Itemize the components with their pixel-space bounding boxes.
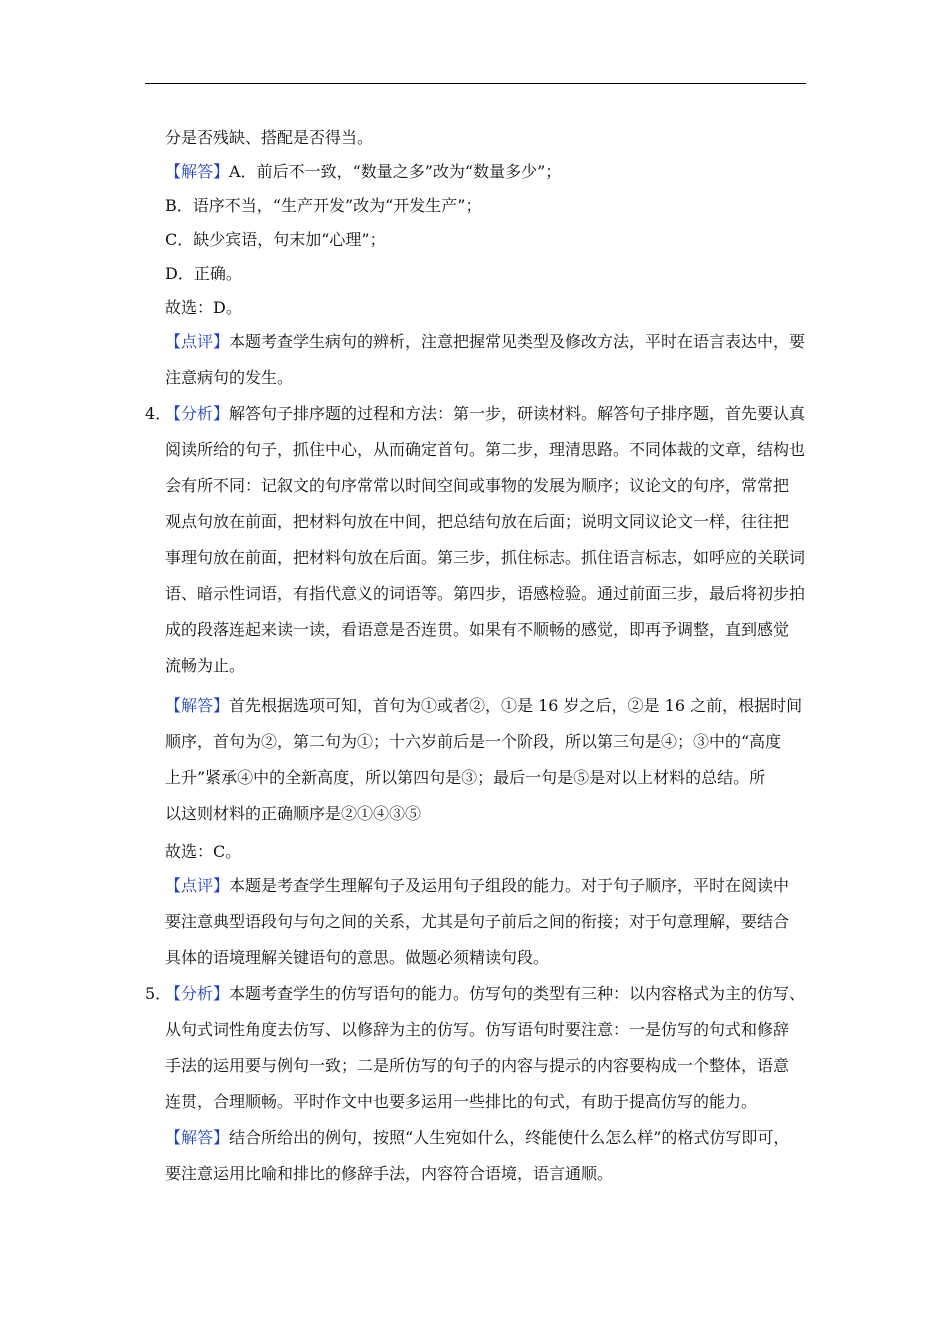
analysis-tag: 【分析】 — [165, 404, 230, 423]
text-line: 语、暗示性词语，有指代意义的词语等。第四步，语感检验。通过前面三步，最后将初步拍 — [165, 584, 806, 603]
comment-tag: 【点评】 — [165, 876, 230, 895]
answer-tag: 【解答】 — [165, 1128, 230, 1147]
question-number: 5． — [145, 984, 172, 1003]
answer-tag: 【解答】 — [165, 162, 230, 181]
text-line: 分是否残缺、搭配是否得当。 — [165, 128, 374, 147]
text-line: 【点评】本题是考查学生理解句子及运用句子组段的能力。对于句子顺序，平时在阅读中 — [165, 876, 790, 895]
text-line: 会有所不同：记叙文的句序常常以时间空间或事物的发展为顺序；议论文的句序，常常把 — [165, 476, 790, 495]
answer-tag: 【解答】 — [165, 696, 230, 715]
text-line: 连贯，合理顺畅。平时作文中也要多运用一些排比的句式，有助于提高仿写的能力。 — [165, 1092, 758, 1111]
text-line: 【解答】首先根据选项可知，首句为①或者②，①是 16 岁之后，②是 16 之前，根据时间 — [165, 696, 803, 715]
text-line: 【点评】本题考查学生病句的辨析，注意把握常见类型及修改方法，平时在语言表达中，要 — [165, 332, 806, 351]
text-line: 顺序，首句为②，第二句为①；十六岁前后是一个阶段，所以第三句是④；③中的“高度 — [165, 732, 782, 751]
text-line: 【分析】本题考查学生的仿写语句的能力。仿写句的类型有三种：以内容格式为主的仿写、 — [165, 984, 806, 1003]
text-line: 要注意运用比喻和排比的修辞手法，内容符合语境，语言通顺。 — [165, 1164, 614, 1183]
text-line: 流畅为止。 — [165, 656, 246, 675]
text-line: 手法的运用要与例句一致；二是所仿写的句子的内容与提示的内容要构成一个整体，语意 — [165, 1056, 790, 1075]
text-line: 上升”紧承④中的全新高度，所以第四句是③；最后一句是⑤是对以上材料的总结。所 — [165, 768, 766, 787]
text-line: 事理句放在前面，把材料句放在后面。第三步，抓住标志。抓住语言标志，如呼应的关联词 — [165, 548, 806, 567]
text-line: 以这则材料的正确顺序是②①④③⑤ — [165, 804, 422, 823]
text-line: 具体的语境理解关键语句的意思。做题必须精读句段。 — [165, 948, 550, 967]
analysis-tag: 【分析】 — [165, 984, 230, 1003]
text-line: 故选：C。 — [165, 842, 242, 861]
text-line: 阅读所给的句子，抓住中心，从而确定首句。第二步，理清思路。不同体裁的文章，结构也 — [165, 440, 806, 459]
header-rule — [145, 83, 806, 84]
text-line: 【解答】A．前后不一致，“数量之多”改为“数量多少”； — [165, 162, 562, 181]
text-line: 【分析】解答句子排序题的过程和方法：第一步，研读材料。解答句子排序题，首先要认真 — [165, 404, 806, 423]
text-line: 成的段落连起来读一读，看语意是否连贯。如果有不顺畅的感觉，即再予调整，直到感觉 — [165, 620, 790, 639]
text-line: 【解答】结合所给出的例句，按照“人生宛如什么，终能使什么怎么样”的格式仿写即可， — [165, 1128, 790, 1147]
question-number: 4． — [145, 404, 172, 423]
text-line: 故选：D。 — [165, 298, 242, 317]
text-line: D．正确。 — [165, 264, 242, 283]
text-line: 观点句放在前面，把材料句放在中间，把总结句放在后面；说明文同议论文一样，往往把 — [165, 512, 790, 531]
comment-tag: 【点评】 — [165, 332, 230, 351]
text-line: B．语序不当，“生产开发”改为“开发生产”； — [165, 196, 482, 215]
text-line: 要注意典型语段句与句之间的关系，尤其是句子前后之间的衔接；对于句意理解，要结合 — [165, 912, 790, 931]
text-line: 注意病句的发生。 — [165, 368, 294, 387]
text-line: 从句式词性角度去仿写、以修辞为主的仿写。仿写语句时要注意：一是仿写的句式和修辞 — [165, 1020, 790, 1039]
text-line: C．缺少宾语，句末加“心理”； — [165, 230, 386, 249]
